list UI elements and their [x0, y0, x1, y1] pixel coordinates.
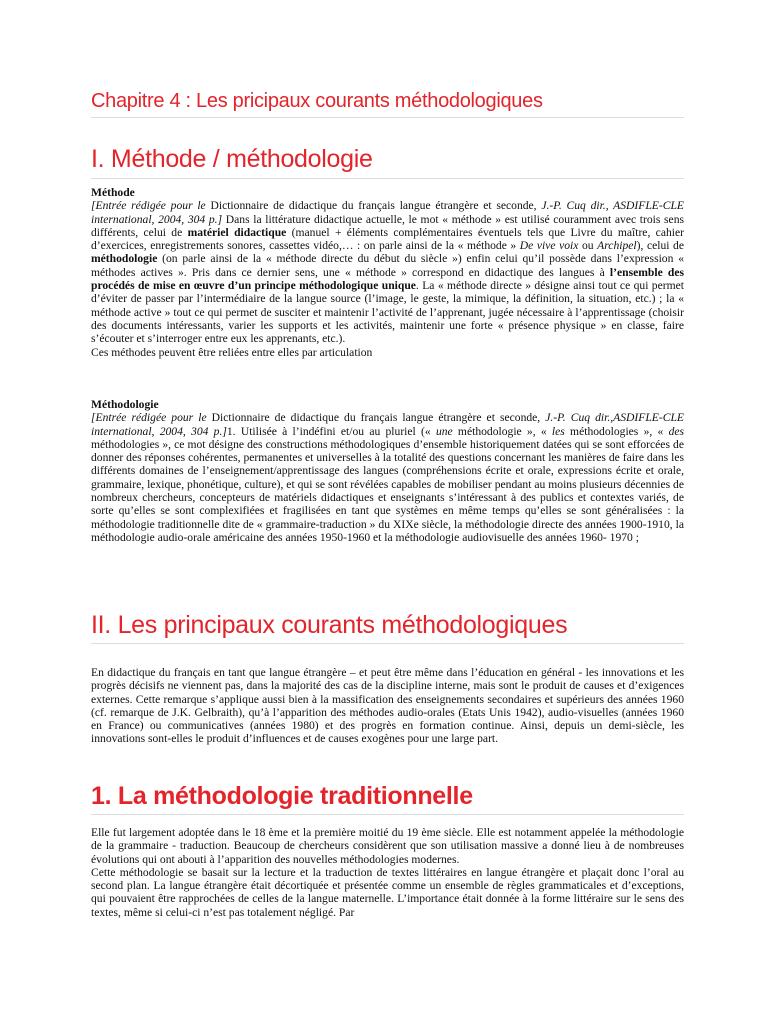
methodologie-label: Méthodologie [91, 398, 159, 411]
methode-block [91, 186, 684, 359]
courants-block [91, 666, 684, 746]
methode-bold: l’ensemble des procédés de mise en œuvre d’un principe méthodologique unique [91, 265, 685, 293]
methodologie-paragraph [91, 411, 684, 544]
methodologie-text: méthodologies », « [564, 424, 669, 438]
methodologie-italic: [Entrée rédigée pour le [91, 411, 212, 425]
traditionnelle-paragraph-1: Elle fut largement adoptée dans le 18 ème et la première moitié du 19 ème siècle. Elle est notamment appelée la méthodologie de la grammaire - traduction. Beaucoup de chercheurs considèrent que son utilisation massive a donné lieu à de nombreuses évolutions qui ont abouti à l’apparition des nouvelles méthodologies modernes. [91, 826, 684, 866]
methode-text: (on parle ainsi de la « méthode directe du début du siècle ») enfin celui qu’il possède dans l’expression « méthodes actives ». Pris dans ce dernier sens, une « méthode » correspond en didactique des langues à [91, 252, 684, 279]
methodologie-text: méthodologie », « [452, 424, 552, 438]
methode-text: (manuel + éléments complémentaires éventuels tels que Livre du maître, cahier d’exercices, enregistrements sonores, cassettes vidéo,… : on parle ainsi de la « méthode » [91, 225, 684, 253]
divider [91, 178, 684, 179]
chapter-title: Chapitre 4 : Les pricipaux courants méthodologiques [91, 90, 543, 112]
methodologie-italic: J.-P. Cuq dir.,ASDIFLE-CLE international, 2004, 304 p.] [91, 411, 684, 438]
section-title-3: 1. La méthodologie traditionnelle [91, 782, 473, 810]
methodologie-text: méthodologies », ce mot désigne des constructions méthodologiques d’ensemble historiquement datées qui se sont efforcées de donner des réponses cohérentes, permanentes et universelles à la totalité des questions concernant les manières de faire dans les différents domaines de l’enseignement/apprentissage des langues (compréhensions écrite et orale, expressions écrite et orale, grammaire, lexique, phonétique, culture), et qui se sont révélées capables de mobiliser pendant au moins plusieurs décennies de nombreux chercheurs, concepteurs de matériels didactiques et enseignants s’intéressant à des publics et contextes variés, de sorte qu’elles se sont complexifiées et fragilisées en tant que systèmes en même temps qu’elles se sont généralisées : la méthodologie traditionnelle dite de « grammaire-traduction » du XIXe siècle, la méthodologie directe des années 1900-1910, la méthodologie audio-orale américaine des années 1950-1960 et la méthodologie audiovisuelle des années 1960- 1970 ; [91, 437, 684, 544]
methodologie-italic: une [435, 424, 453, 438]
methode-bold: méthodologie [91, 252, 158, 266]
methodologie-italic: des [668, 424, 685, 438]
methode-italic: De vive voix [519, 239, 579, 253]
methode-italic: [Entrée rédigée pour le [91, 199, 211, 213]
methode-italic: Archipel [597, 239, 637, 253]
divider [91, 643, 684, 644]
section-title-1: I. Méthode / méthodologie [91, 145, 373, 173]
methode-text: Dans la littérature didactique actuelle, le mot « méthode » est utilisé couramment avec trois sens différents, celui de [91, 212, 684, 239]
courants-paragraph: En didactique du français en tant que langue étrangère – et peut être même dans l’éducation en général - les innovations et les progrès décisifs ne viennent pas, dans la majorité des cas de la discipline interne, mais sont le produit de causes et d’exigences externes. Cette remarque s’applique aussi bien à la massification des enseignements secondaires et supérieurs des années 1960 (cf. remarque de J.K. Gelbraith), qu’à l’apparition des méthodes audio-orales (Etats Unis 1942), audio-visuelles (années 1960 en France) ou communicatives (années 1980) et des progrès en formation continue. Ainsi, depuis un demi-siècle, les innovations sont-elles le produit d’influences et de causes exogènes pour une large part. [91, 666, 684, 746]
methodologie-text: Dictionnaire de didactique du français langue étrangère et seconde, [211, 411, 546, 425]
methode-label: Méthode [91, 186, 135, 199]
traditionnelle-block [91, 826, 684, 919]
divider [91, 117, 684, 118]
traditionnelle-paragraph-2: Cette méthodologie se basait sur la lecture et la traduction de textes littéraires en langue étrangère et plaçait donc l’oral au second plan. La langue étrangère était décortiquée et présentée comme un ensemble de règles grammaticales et d’exceptions, qui pouvaient être rapprochées de celles de la langue maternelle. L’importance était donnée à la forme littéraire sur le sens des textes, même si celui-ci n’est pas totalement négligé. Par [91, 865, 684, 919]
methode-text: Dictionnaire de didactique du français langue étrangère et seconde, [210, 199, 542, 213]
methode-text: ), celui de [636, 239, 684, 253]
methodologie-italic: les [551, 424, 565, 438]
methode-text: ou [578, 239, 598, 253]
divider [91, 814, 684, 815]
methode-bold: matériel didactique [187, 225, 287, 239]
section-title-2: II. Les principaux courants méthodologiques [91, 611, 568, 639]
methodologie-text: 1. Utilisée à l’indéfini et/ou au pluriel (« [226, 424, 436, 438]
methode-text: . La « méthode directe » désigne ainsi tout ce qui permet d’éviter de passer par l’intermédiaire de la langue source (l’image, le geste, la mimique, la définition, la situation, etc.) ; la « méthode active » tout ce qui permet de susciter et maintenir l’activité de l’apprenant, jugée nécessaire à l’apprentissage (choisir des documents intéressants, varier les supports et les activités, maintenir une forte « présence physique » en classe, faire s’écouter et s’interroger entre eux les apprenants, etc.). [91, 279, 684, 346]
methode-italic: J.-P. Cuq dir., ASDIFLE-CLE international, 2004, 304 p.] [91, 199, 684, 226]
methode-note: Ces méthodes peuvent être reliées entre elles par articulation [91, 345, 373, 359]
methode-paragraph [91, 199, 684, 345]
methodologie-block [91, 398, 684, 544]
